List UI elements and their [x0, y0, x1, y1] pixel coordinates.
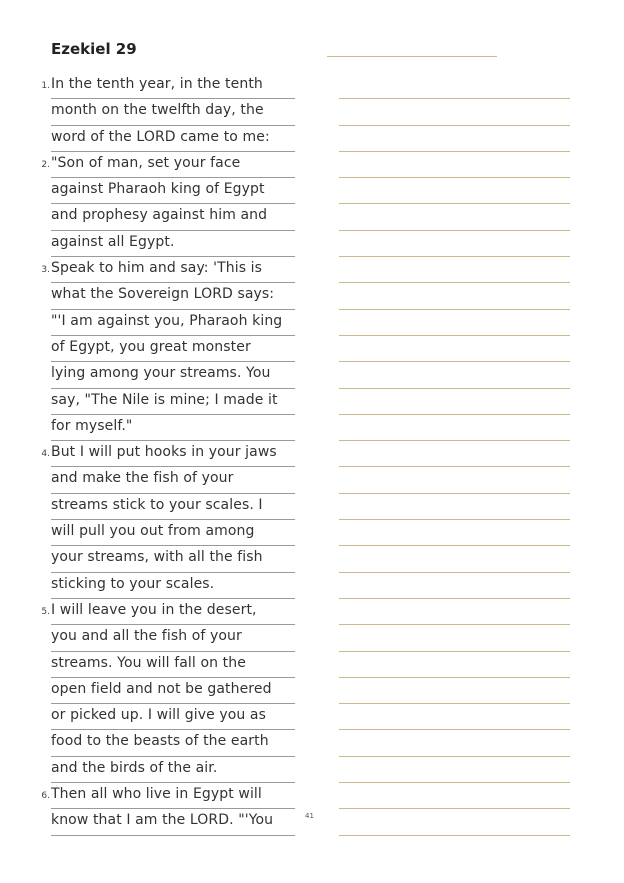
verse-line — [51, 362, 295, 388]
verse-line — [51, 336, 295, 362]
verse-text: open field and not be gathered — [51, 680, 272, 697]
verse-line — [41, 257, 295, 283]
verse-text: streams. You will fall on the — [51, 654, 246, 671]
verse-text: lying among your streams. You — [51, 365, 271, 382]
practice-writing-line[interactable] — [339, 99, 570, 125]
verse-number: 3. — [41, 265, 50, 276]
practice-writing-line[interactable] — [339, 599, 570, 625]
verse-line — [51, 467, 295, 493]
practice-writing-line[interactable] — [339, 152, 570, 178]
verse-number: 1. — [41, 81, 50, 91]
practice-writing-line[interactable] — [339, 809, 570, 835]
practice-writing-line[interactable] — [339, 310, 570, 336]
verse-line — [51, 546, 295, 572]
verse-text: food to the beasts of the earth — [51, 733, 269, 750]
verse-number: 4. — [41, 449, 50, 460]
verse-line — [51, 415, 295, 441]
writing-practice-column — [339, 73, 570, 836]
practice-writing-line[interactable] — [339, 546, 570, 572]
verse-text: streams stick to your scales. I — [51, 496, 263, 513]
verse-text: Speak to him and say: 'This is — [51, 260, 263, 277]
verse-line — [51, 730, 295, 756]
verse-text: word of the LORD came to me: — [51, 128, 270, 145]
practice-writing-line[interactable] — [339, 757, 570, 783]
practice-writing-line[interactable] — [339, 678, 570, 704]
practice-writing-line[interactable] — [339, 231, 570, 257]
practice-writing-line[interactable] — [339, 389, 570, 415]
verse-line — [51, 520, 295, 546]
verse-line — [41, 73, 295, 99]
verse-number: 5. — [41, 606, 50, 617]
verse-text: and prophesy against him and — [51, 207, 268, 224]
verse-line — [51, 625, 295, 651]
practice-writing-line[interactable] — [339, 73, 570, 99]
verse-text: will pull you out from among — [51, 523, 255, 540]
verse-text-column — [41, 73, 295, 836]
practice-writing-line[interactable] — [339, 336, 570, 362]
verse-text: and the birds of the air. — [51, 759, 218, 776]
verse-number: 6. — [41, 791, 50, 802]
verse-line — [51, 231, 295, 257]
practice-writing-line[interactable] — [339, 204, 570, 230]
practice-writing-line[interactable] — [339, 625, 570, 651]
practice-writing-line[interactable] — [339, 494, 570, 520]
verse-text: or picked up. I will give you as — [51, 707, 266, 724]
verse-text: say, "The Nile is mine; I made it — [51, 391, 278, 408]
verse-text: against Pharaoh king of Egypt — [51, 181, 265, 198]
verse-line — [51, 757, 295, 783]
practice-writing-line[interactable] — [339, 467, 570, 493]
page-number: 41 — [305, 812, 314, 820]
practice-writing-line[interactable] — [339, 126, 570, 152]
verse-line — [51, 494, 295, 520]
verse-text: In the tenth year, in the tenth — [51, 76, 263, 92]
verse-text: for myself." — [51, 417, 133, 434]
verse-text: month on the twelfth day, the — [51, 102, 264, 119]
verse-text: "Son of man, set your face — [51, 154, 241, 171]
practice-writing-line[interactable] — [339, 362, 570, 388]
practice-writing-line[interactable] — [339, 573, 570, 599]
verse-line — [41, 783, 295, 809]
practice-writing-line[interactable] — [339, 520, 570, 546]
verse-line — [51, 126, 295, 152]
verse-line — [51, 283, 295, 309]
verse-text: "'I am against you, Pharaoh king — [51, 312, 283, 329]
page-title: Ezekiel 29 — [51, 40, 137, 58]
practice-writing-line[interactable] — [339, 783, 570, 809]
verse-line — [51, 704, 295, 730]
verse-text: sticking to your scales. — [51, 575, 215, 592]
title-writing-line — [327, 56, 497, 57]
verse-number: 2. — [41, 159, 50, 170]
verse-text: and make the fish of your — [51, 470, 234, 487]
verse-line — [51, 809, 295, 835]
verse-line — [51, 204, 295, 230]
verse-text: But I will put hooks in your jaws — [51, 444, 277, 461]
verse-text: against all Egypt. — [51, 233, 175, 250]
verse-text: know that I am the LORD. "'You — [51, 812, 274, 829]
practice-writing-line[interactable] — [339, 178, 570, 204]
verse-line — [41, 441, 295, 467]
practice-writing-line[interactable] — [339, 283, 570, 309]
verse-text: your streams, with all the fish — [51, 549, 263, 566]
verse-line — [41, 599, 295, 625]
practice-writing-line[interactable] — [339, 652, 570, 678]
verse-text: Then all who live in Egypt will — [51, 786, 262, 803]
verse-text: of Egypt, you great monster — [51, 338, 251, 355]
verse-line — [51, 652, 295, 678]
practice-writing-line[interactable] — [339, 441, 570, 467]
verse-line — [51, 310, 295, 336]
practice-writing-line[interactable] — [339, 704, 570, 730]
verse-line — [51, 178, 295, 204]
verse-line — [51, 573, 295, 599]
verse-line — [41, 152, 295, 178]
practice-writing-line[interactable] — [339, 415, 570, 441]
verse-line — [51, 678, 295, 704]
verse-text: you and all the fish of your — [51, 628, 242, 645]
verse-line — [51, 389, 295, 415]
verse-text: what the Sovereign LORD says: — [51, 286, 275, 303]
practice-writing-line[interactable] — [339, 257, 570, 283]
verse-line — [51, 99, 295, 125]
practice-writing-line[interactable] — [339, 730, 570, 756]
verse-text: I will leave you in the desert, — [51, 601, 257, 618]
